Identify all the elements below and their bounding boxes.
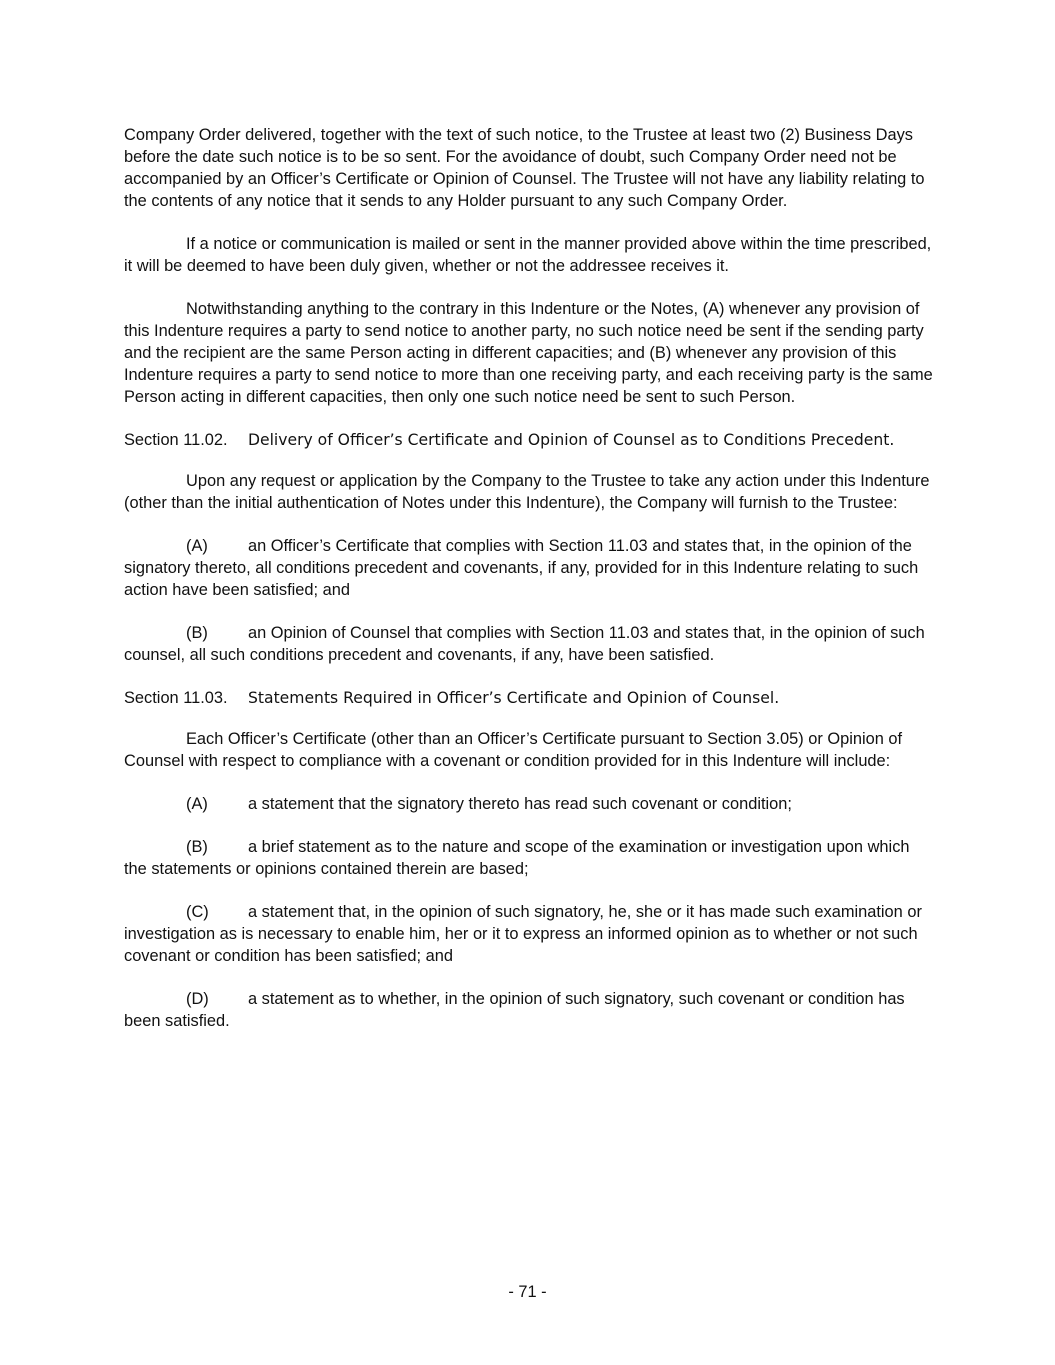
item-label: (B) <box>186 624 208 642</box>
list-item-11-03-a <box>124 793 936 815</box>
item-label: (A) <box>186 795 208 813</box>
section-11-03-intro: Each Officer’s Certificate (other than an Officer’s Certificate pursuant to Section 3.05) or Opinion of Counsel with respect to compliance with a covenant or condition provided for in this Indenture will include: <box>124 730 903 770</box>
item-text: a brief statement as to the nature and scope of the examination or investigation upon which the statements or opinions contained therein are based; <box>124 838 910 878</box>
item-label: (D) <box>186 990 209 1008</box>
list-item-11-03-d <box>124 988 936 1032</box>
item-text: a statement that, in the opinion of such signatory, he, she or it has made such examination or investigation as is necessary to enable him, her or it to express an informed opinion as to whether or not such covenant or condition has been satisfied; and <box>124 903 922 965</box>
section-11-02-intro: Upon any request or application by the Company to the Trustee to take any action under this Indenture (other than the initial authentication of Notes under this Indenture), the Company will furnish to the Trustee: <box>124 472 930 512</box>
item-text: a statement that the signatory thereto has read such covenant or condition; <box>248 795 792 813</box>
item-text: an Officer’s Certificate that complies with Section 11.03 and states that, in the opinion of the signatory thereto, all conditions precedent and covenants, if any, provided for in this Indenture relating to such action have been satisfied; and <box>124 537 919 599</box>
paragraph-notice-deemed-given: If a notice or communication is mailed or sent in the manner provided above within the time prescribed, it will be deemed to have been duly given, whether or not the addressee receives it. <box>124 235 932 275</box>
section-heading-11-02 <box>124 429 936 451</box>
list-item-11-03-c <box>124 901 936 967</box>
list-item-11-03-b <box>124 836 936 880</box>
document-page <box>124 124 936 1053</box>
list-item-11-02-a <box>124 535 936 601</box>
section-number: Section 11.02. <box>124 431 228 449</box>
paragraph-notice-continuation: Company Order delivered, together with the text of such notice, to the Trustee at least two (2) Business Days before the date such notice is to be so sent. For the avoidance of doubt, such Company Order need not be accompanied by an Officer’s Certificate or Opinion of Counsel. The Trustee will not have any liability relating to the contents of any notice that it sends to any Holder pursuant to any such Company Order. <box>124 126 925 210</box>
paragraph-notwithstanding: Notwithstanding anything to the contrary in this Indenture or the Notes, (A) whenever any provision of this Indenture requires a party to send notice to another party, no such notice need be sent if the sending party and the recipient are the same Person acting in different capacities; and (B) whenever any provision of this Indenture requires a party to send notice to more than one receiving party, and each receiving party is the same Person acting in different capacities, then only one such notice need be sent to such Person. <box>124 300 933 406</box>
section-title: Statements Required in Officer’s Certificate and Opinion of Counsel. <box>248 689 780 707</box>
page-number: - 71 - <box>508 1283 547 1301</box>
item-label: (C) <box>186 903 209 921</box>
list-item-11-02-b <box>124 622 936 666</box>
item-label: (B) <box>186 838 208 856</box>
item-label: (A) <box>186 537 208 555</box>
item-text: an Opinion of Counsel that complies with Section 11.03 and states that, in the opinion of such counsel, all such conditions precedent and covenants, if any, have been satisfied. <box>124 624 925 664</box>
section-title: Delivery of Officer’s Certificate and Opinion of Counsel as to Conditions Precedent. <box>248 431 895 449</box>
section-number: Section 11.03. <box>124 689 228 707</box>
item-text: a statement as to whether, in the opinion of such signatory, such covenant or condition has been satisfied. <box>124 990 905 1030</box>
section-heading-11-03 <box>124 687 936 709</box>
